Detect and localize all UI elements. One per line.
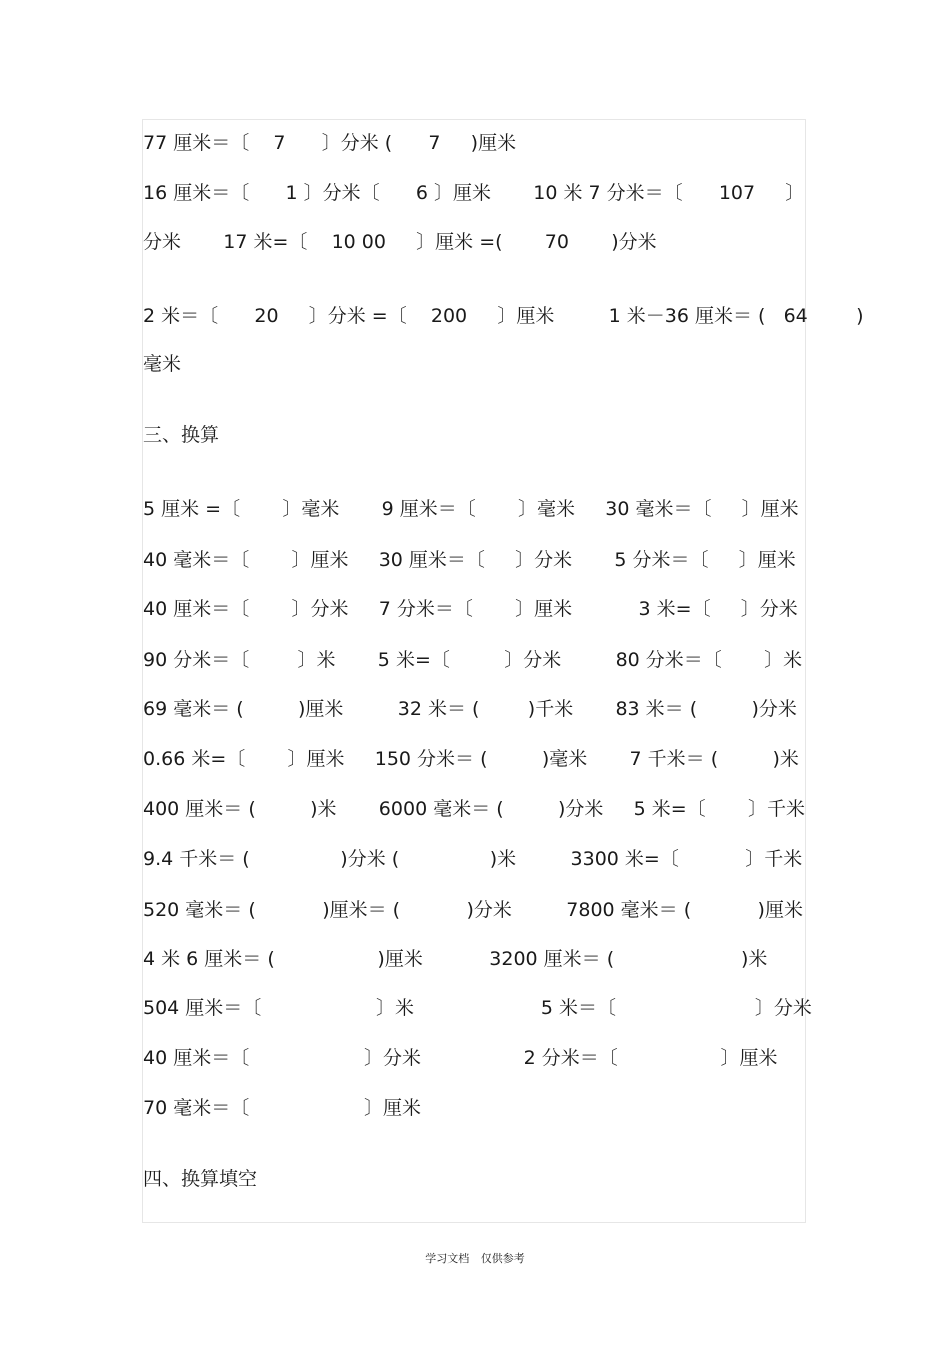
footer-text-left: 学习文档 (425, 1252, 470, 1265)
exercise-line-5: 69 毫米＝ ( )厘米 32 米＝ ( )千米 83 米＝ ( )分米 (143, 698, 797, 720)
exercise-line-12: 40 厘米＝〔 〕分米 2 分米＝〔 〕厘米 (143, 1047, 778, 1069)
exercise-line-4: 90 分米＝〔 〕米 5 米=〔 〕分米 80 分米＝〔 〕米 (143, 649, 803, 671)
answer-line-2: 16 厘米＝〔 1 〕分米〔 6 〕厘米 10 米 7 分米＝〔 107 〕 (143, 182, 805, 204)
answer-line-3: 分米 17 米=〔 10 00 〕厘米 =( 70 )分米 (143, 231, 657, 253)
section-heading-4: 四、换算填空 (143, 1168, 258, 1190)
exercise-line-6: 0.66 米=〔 〕厘米 150 分米＝ ( )毫米 7 千米＝ ( )米 (143, 748, 799, 770)
answer-line-1: 77 厘米＝〔 7 〕分米 ( 7 )厘米 (143, 132, 517, 154)
page-footer (0, 1250, 950, 1266)
exercise-line-2: 40 毫米＝〔 〕厘米 30 厘米＝〔 〕分米 5 分米＝〔 〕厘米 (143, 549, 796, 571)
exercise-line-3: 40 厘米＝〔 〕分米 7 分米＝〔 〕厘米 3 米=〔 〕分米 (143, 598, 798, 620)
exercise-line-9: 520 毫米＝ ( )厘米＝ ( )分米 7800 毫米＝ ( )厘米 (143, 899, 803, 921)
answer-line-4: 2 米＝〔 20 〕分米 =〔 200 〕厘米 1 米－36 厘米＝ ( 64 ) (143, 305, 864, 327)
exercise-line-7: 400 厘米＝ ( )米 6000 毫米＝ ( )分米 5 米=〔 〕千米 (143, 798, 805, 820)
footer-text-right: 仅供参考 (480, 1252, 525, 1265)
exercise-line-8: 9.4 千米＝ ( )分米 ( )米 3300 米=〔 〕千米 (143, 848, 803, 870)
exercise-line-11: 504 厘米＝〔 〕米 5 米＝〔 〕分米 (143, 997, 812, 1019)
exercise-line-10: 4 米 6 厘米＝ ( )厘米 3200 厘米＝ ( )米 (143, 948, 768, 970)
section-heading-3: 三、换算 (143, 424, 220, 446)
exercise-line-13: 70 毫米＝〔 〕厘米 (143, 1097, 421, 1119)
exercise-line-1: 5 厘米 =〔 〕毫米 9 厘米＝〔 〕毫米 30 毫米＝〔 〕厘米 (143, 498, 799, 520)
answer-line-5: 毫米 (143, 353, 182, 375)
